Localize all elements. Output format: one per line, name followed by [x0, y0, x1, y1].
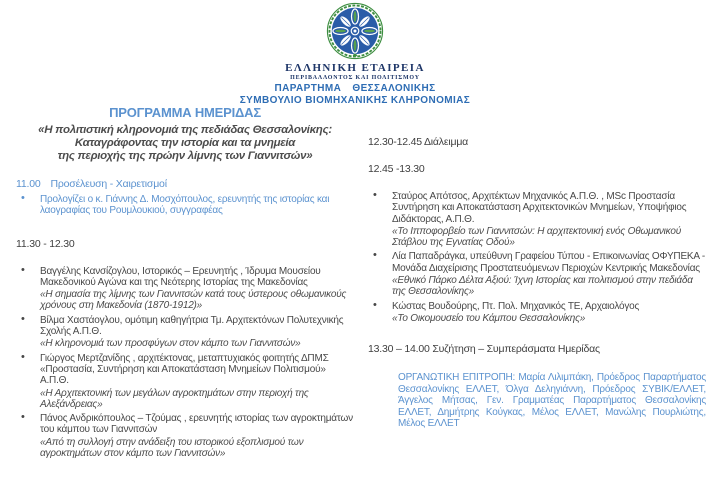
- break-heading: 12.30-12.45 Διάλειμμα: [368, 136, 469, 148]
- session-3-time-heading: 12.45 -13.30: [368, 163, 425, 175]
- bullet-icon: •: [21, 312, 25, 325]
- closing-session-heading: 13.30 – 14.00 Συζήτηση – Συμπεράσματα Ημερίδας: [368, 343, 600, 356]
- talk-speaker: Κώστας Βουδούρης, Πτ. Πολ. Μηχανικός ΤΕ, Αρχαιολόγος: [392, 300, 640, 312]
- talk-item: [16, 312, 354, 350]
- left-column: [16, 105, 354, 462]
- talk-speaker: Γιώργος Μερτζανίδης , αρχιτέκτονας, μεταπτυχιακός φοιτητής ΔΠΜΣ «Προστασία, Συντήρηση και Αποκατάσταση Μνημείων Πολιτισμού» Α.Π.Θ.: [40, 352, 329, 387]
- talk-speaker: Βίλμα Χαστάογλου, ομότιμη καθηγήτρια Τμ. Αρχιτεκτόνων Πολυτεχνικής Σχολής Α.Π.Θ.: [40, 314, 344, 338]
- talk-title-quote: «Το Ιπποφορβείο των Γιαννιτσών: Η αρχιτεκτονική ενός Οθωμανικού Στάβλου της Εγνατίας Οδού»: [392, 225, 681, 249]
- bullet-icon: •: [373, 249, 377, 262]
- talk-title-quote: «Η σημασία της λίμνης των Γιαννιτσών κατά τους ύστερους οθωμανικούς χρόνους στη Μακεδονία (1870-1912)»: [40, 289, 347, 312]
- talk-speaker: Λία Παπαδράγκα, υπεύθυνη Γραφείου Τύπου - Επικοινωνίας ΟΦΥΠΕΚΑ - Μονάδα Διαχείρισης Προστατευόμενων Περιοχών Κεντρικής Μακεδονίας: [392, 251, 706, 274]
- program-subtitle-line2: Καταγράφοντας την ιστορία και τα μνημεία: [74, 137, 296, 149]
- session-1-intro-item: [16, 194, 354, 217]
- talk-item: [368, 251, 708, 297]
- bullet-icon: •: [21, 192, 25, 204]
- session-3-talk-list: [368, 191, 708, 324]
- talk-item: [368, 298, 708, 325]
- bullet-icon: •: [21, 411, 25, 424]
- talk-title-quote: «Το Οικομουσείο του Κάμπου Θεσσαλονίκης»: [392, 312, 586, 324]
- talk-title-quote: «Εθνικό Πάρκο Δέλτα Αξιού: Ίχνη Ιστορίας και πολιτισμού στην πεδιάδα της Θεσσαλονίκης»: [392, 275, 693, 298]
- organization-field: ΠΕΡΙΒΑΛΛΟΝΤΟΣ ΚΑΙ ΠΟΛΙΤΙΣΜΟΥ: [290, 75, 420, 81]
- organization-council: ΣΥΜΒΟΥΛΙΟ ΒΙΟΜΗΧΑΝΙΚΗΣ ΚΛΗΡΟΝΟΜΙΑΣ: [239, 95, 471, 106]
- talk-speaker: Βαγγέλης Κανσίζογλου, Ιστορικός – Ερευνητής , Ίδρυμα Μουσείου Μακεδονικού Αγώνα και της Νεότερης Ιστορίας της Μακεδονίας: [40, 265, 321, 288]
- program-title: ΠΡΟΓΡΑΜΜΑ ΗΜΕΡΙΔΑΣ: [109, 105, 261, 120]
- right-column: [368, 136, 708, 430]
- organization-logo-icon: [326, 2, 384, 60]
- session-1-intro-text: Προλογίζει ο κ. Γιάννης Δ. Μοσχόπουλος, ερευνητής της ιστορίας και λαογραφίας του Ρουμλουκιού, συγγραφέας: [40, 194, 330, 217]
- talk-item: [16, 263, 354, 312]
- program-subtitle: [16, 124, 354, 163]
- talk-title-quote: «Η Αρχιτεκτονική των μεγάλων αγροκτημάτων στην περιοχή της Αλεξάνδρειας»: [40, 387, 309, 410]
- talk-speaker: Σταύρος Απότσος, Αρχιτέκτων Μηχανικός Α.Π.Θ. , MSc Προστασία Συντήρηση και Αποκατάσταση Αρχιτεκτονικών Μνημείων, Υποψήφιος Διδάκτορας, Α.Π.Θ.: [392, 191, 687, 225]
- talk-speaker: Πάνος Ανδρικόπουλος – Τζούμας , ερευνητής ιστορίας των αγροκτημάτων του κάμπου των Γιαννιτσών: [40, 413, 353, 436]
- bullet-icon: •: [373, 298, 377, 311]
- bullet-icon: •: [21, 350, 25, 363]
- talk-item: [16, 413, 354, 459]
- talk-title-quote: «Η κληρονομιά των προσφύγων στον κάμπο των Γιαννιτσών»: [40, 338, 301, 350]
- talk-item: [16, 350, 354, 410]
- bullet-icon: •: [373, 189, 377, 201]
- session-1-label: Προσέλευση - Χαιρετισμοί: [50, 178, 167, 190]
- program-subtitle-line3: της περιοχής της πρώην λίμνης των Γιαννιτσών»: [57, 150, 313, 162]
- organizing-committee: ΟΡΓΑΝΩΤΙΚΗ ΕΠΙΤΡΟΠΗ: Μαρία Λιλιμπάκη, Πρόεδρος Παραρτήματος Θεσσαλονίκης ΕΛΛΕΤ, Όλγα Δεληγιάννη, Πρόεδρος ΣΥΒΙΚ/ΕΛΛΕΤ, Άγγελος Μήτσας, Γεν. Γραμματέας Παραρτήματος Θεσσαλονίκης ΕΛΛΕΤ, Δημήτρης Κούγκας, Μέλος ΕΛΛΕΤ, Μανώλης Πουρλιώτης, Μέλος ΕΛΛΕΤ: [398, 372, 706, 430]
- session-1-time: 11.00: [16, 178, 41, 190]
- talk-title-quote: «Από τη συλλογή στην ανάδειξη του ιστορικού εξοπλισμού των αγροκτημάτων στον κάμπο των Γιαννιτσών»: [40, 436, 304, 460]
- organization-name: ΕΛΛΗΝΙΚΗ ΕΤΑΙΡΕΙΑ: [285, 62, 425, 74]
- organization-branch: ΠΑΡΑΡΤΗΜΑ ΘΕΣΣΑΛΟΝΙΚΗΣ: [274, 83, 436, 94]
- talk-item: [368, 191, 708, 248]
- session-2-talk-list: [16, 263, 354, 460]
- bullet-icon: •: [21, 263, 25, 276]
- program-subtitle-line1: «Η πολιτιστική κληρονομιά της πεδιάδας Θεσσαλονίκης:: [38, 124, 332, 136]
- header: [0, 2, 710, 106]
- session-2-time-heading: 11.30 - 12.30: [16, 237, 75, 250]
- session-1-time-heading: [16, 178, 354, 190]
